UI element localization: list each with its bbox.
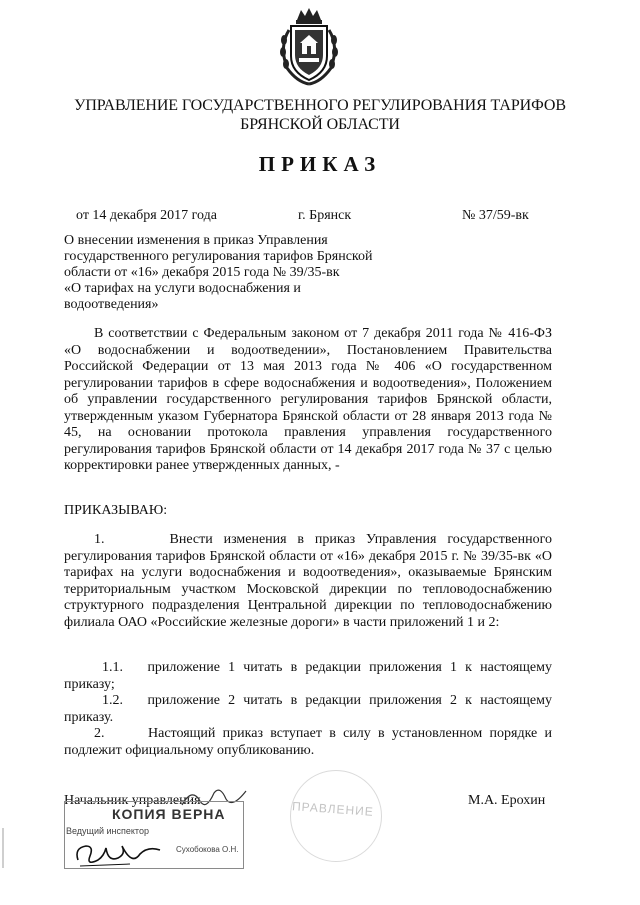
faint-stamp-text: ПРАВЛЕНИЕ: [291, 799, 375, 819]
preamble-paragraph: В соответствии с Федеральным законом от 7 декабря 2011 года № 416-ФЗ «О водоснабжении и водоотведении», Постановлением Правительства Российской Федерации от 13 мая 2013 года № 406 «О государственном регулировании тарифов в сфере водоснабжения и водоотведения», Положением об управлении государственного регулирования тарифов Брянской области, утвержденным указом Губернатора Брянской области от 28 января 2013 года № 45, на основании протокола правления управления государственного регулирования тарифов Брянской области от 14 декабря 2017 года № 37 с целью корректировки ранее утвержденных данных, -: [64, 326, 552, 473]
signatory-name: М.А. Ерохин: [468, 793, 546, 808]
stamp-role-text: Ведущий инспектор: [66, 826, 149, 836]
document-city: г. Брянск: [298, 208, 352, 223]
order-word: ПРИКАЗЫВАЮ:: [64, 503, 168, 518]
order-item-1-1: 1.1. приложение 1 читать в редакции приложения 1 к настоящему приказу;: [64, 660, 552, 692]
order-item-2: 2. Настоящий приказ вступает в силу в установленном порядке и подлежит официальному опубликованию.: [64, 726, 552, 758]
order-item-1-2: 1.2. приложение 2 читать в редакции приложения 2 к настоящему приказу.: [64, 693, 552, 725]
organization-name: [40, 96, 600, 134]
subject-line: «О тарифах на услуги водоснабжения и: [64, 281, 301, 296]
coat-of-arms-icon: [271, 6, 347, 86]
organization-line-2: БРЯНСКОЙ ОБЛАСТИ: [240, 116, 400, 133]
handwritten-signature: [70, 836, 170, 870]
subject-line: области от «16» декабря 2015 года № 39/35-вк: [64, 265, 340, 280]
margin-mark: [2, 828, 4, 868]
signatory-position: Начальник управления: [64, 793, 201, 808]
document-date: от 14 декабря 2017 года: [76, 208, 217, 223]
stamp-person-text: Сухобокова О.Н.: [176, 845, 239, 854]
organization-line-1: УПРАВЛЕНИЕ ГОСУДАРСТВЕННОГО РЕГУЛИРОВАНИЯ ТАРИФОВ: [74, 97, 566, 114]
order-item-1: 1. Внести изменения в приказ Управления государственного регулирования тарифов Брянской области от «16» декабря 2015 г. № 39/35-вк «О тарифах на услуги водоснабжения и водоотведения», оказываемые Брянским территориальным участком Московской дирекции по тепловодоснабжению структурного подразделения Центральной дирекции по тепловодоснабжению филиала ОАО «Российские железные дороги» в части приложений 1 и 2:: [64, 532, 552, 630]
stamp-kopiya-text: КОПИЯ ВЕРНА: [112, 806, 226, 822]
document-title: ПРИКАЗ: [258, 152, 382, 176]
subject-line: водоотведения»: [64, 297, 159, 312]
document-number: № 37/59-вк: [462, 208, 529, 223]
document-subject: [64, 233, 424, 313]
subject-line: государственного регулирования тарифов Брянской: [64, 249, 373, 264]
subject-line: О внесении изменения в приказ Управления: [64, 233, 328, 248]
